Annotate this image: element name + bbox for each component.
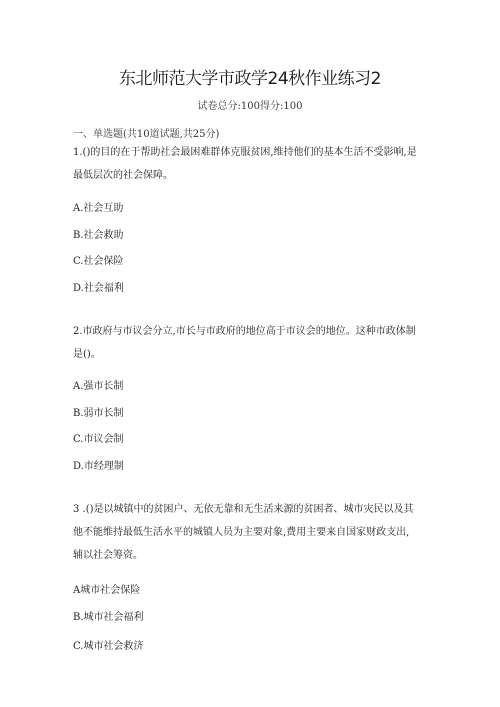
question-3-option-c: C.城市社会救济 — [73, 641, 144, 652]
question-2-option-d: D.市经理制 — [73, 461, 124, 472]
score-line: 试卷总分:100得分:100 — [197, 101, 303, 112]
section-heading: 一、单选题(共10道试题,共25分) — [73, 129, 220, 140]
question-1-option-a: A.社会互助 — [73, 203, 124, 214]
question-2-option-a: A.强市长制 — [73, 381, 124, 392]
question-3-stem-line: 辅以社会筹资。 — [73, 550, 143, 561]
question-2-option-b: B.弱市长制 — [73, 408, 124, 419]
question-2-stem-line: 是()。 — [73, 349, 101, 360]
question-3-option-b: B.城市社会福利 — [73, 612, 144, 623]
question-2-option-c: C.市议会制 — [73, 434, 124, 445]
question-1-option-c: C.社会保险 — [73, 256, 124, 267]
question-1-stem-line: 1.()的目的在于帮助社会最困难群体克服贫困,维持他们的基本生活不受影响,是 — [73, 147, 417, 158]
question-2-stem-line: 2.市政府与市议会分立,市长与市政府的地位高于市议会的地位。这种市政体制 — [73, 326, 416, 337]
question-1-stem-line: 最低层次的社会保障。 — [73, 170, 173, 181]
question-3-stem-line: 他不能维持最低生活水平的城镇人员为主要对象,费用主要来自国家财政支出, — [73, 527, 410, 538]
question-2-stem — [73, 320, 443, 366]
question-1-option-b: B.社会救助 — [73, 230, 124, 241]
question-3-stem — [73, 498, 443, 567]
document-title: 东北师范大学市政学24秋作业练习2 — [119, 69, 381, 89]
question-1-stem — [73, 141, 443, 187]
question-1-option-d: D.社会福利 — [73, 283, 124, 294]
question-3-stem-line: 3 .()是以城镇中的贫困户、无依无靠和无生活来源的贫困者、城市灾民以及其 — [73, 504, 414, 515]
question-3-option-a: A城市社会保险 — [73, 585, 141, 596]
